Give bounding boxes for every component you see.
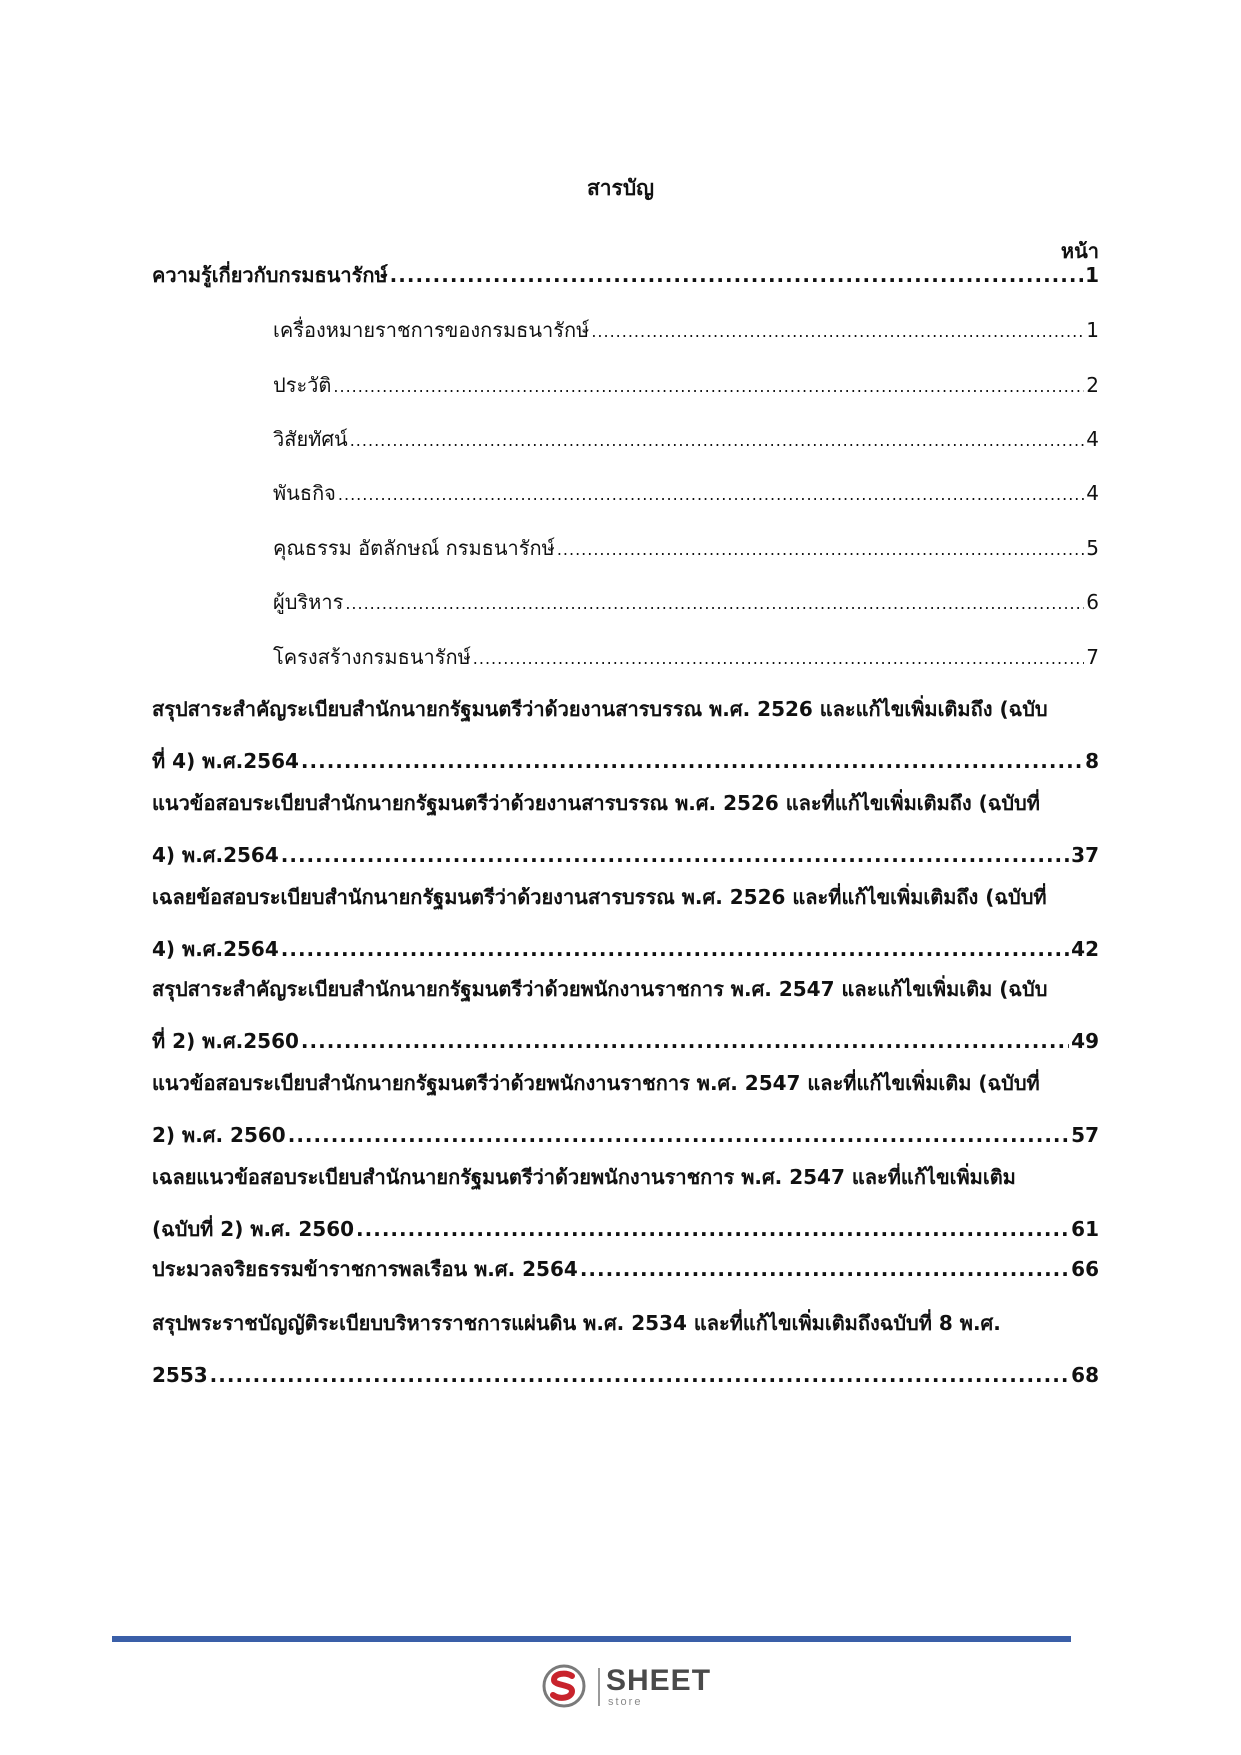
toc-entry-text: ประมวลจริยธรรมข้าราชการพลเรือน พ.ศ. 2564 [152, 1257, 578, 1281]
dot-leader [333, 370, 1084, 402]
toc-entry-text-cont: 4) พ.ศ.2564 [152, 843, 279, 867]
dot-leader [580, 1254, 1069, 1284]
toc-title: สารบัญ [586, 176, 655, 200]
toc-entry-text-cont: 2553 [152, 1363, 208, 1387]
toc-entry-page: 4 [1086, 481, 1099, 505]
toc-entry[interactable] [152, 788, 1099, 870]
sheet-store-logo [542, 1662, 712, 1714]
toc-entry-text: ประวัติ [273, 373, 332, 397]
toc-subentry[interactable] [273, 587, 1099, 619]
toc-entry-text-cont: ที่ 4) พ.ศ.2564 [152, 749, 299, 773]
logo-brand-text: SHEET [606, 1664, 712, 1697]
toc-subentry[interactable] [273, 478, 1099, 510]
toc-entry[interactable] [152, 260, 1099, 290]
dot-leader [345, 587, 1084, 619]
toc-entry-text: สรุปสาระสำคัญระเบียบสำนักนายกรัฐมนตรีว่าด้วยพนักงานราชการ พ.ศ. 2547 และแก้ไขเพิ่มเติม (ฉบับ [152, 977, 1048, 1001]
toc-entry-text: ความรู้เกี่ยวกับกรมธนารักษ์ [152, 263, 388, 287]
toc-entry[interactable] [152, 1068, 1099, 1150]
toc-entry-page: 7 [1086, 645, 1099, 669]
toc-entry-page: 8 [1085, 749, 1099, 773]
toc-entry-page: 61 [1071, 1217, 1099, 1241]
sheet-store-logo-mark-icon [542, 1664, 586, 1708]
toc-subentry[interactable] [273, 424, 1099, 456]
dot-leader [338, 478, 1084, 510]
toc-subentry[interactable] [273, 533, 1099, 565]
toc-entry[interactable] [152, 974, 1099, 1056]
toc-entry-text: สรุปพระราชบัญญัติระเบียบบริหารราชการแผ่นดิน พ.ศ. 2534 และที่แก้ไขเพิ่มเติมถึงฉบับที่ 8 พ.ศ. [152, 1311, 1001, 1335]
toc-entry-text: พันธกิจ [273, 481, 336, 505]
toc-entry-text-cont: (ฉบับที่ 2) พ.ศ. 2560 [152, 1217, 355, 1241]
toc-entry-page: 1 [1086, 318, 1099, 342]
toc-entry-page: 57 [1071, 1123, 1099, 1147]
dot-leader [301, 746, 1083, 776]
toc-entry-text: โครงสร้างกรมธนารักษ์ [273, 645, 471, 669]
dot-leader [591, 315, 1084, 347]
toc-entry[interactable] [152, 694, 1099, 776]
logo-sub-text: store [608, 1696, 643, 1708]
dot-leader [288, 1120, 1069, 1150]
logo-separator [598, 1668, 600, 1706]
toc-entry[interactable] [152, 882, 1099, 964]
dot-leader [281, 934, 1069, 964]
toc-entry-page: 6 [1086, 590, 1099, 614]
dot-leader [390, 260, 1083, 290]
dot-leader [350, 424, 1085, 456]
dot-leader [281, 840, 1069, 870]
toc-entry-page: 66 [1071, 1257, 1099, 1281]
toc-entry[interactable] [152, 1162, 1099, 1244]
dot-leader [301, 1026, 1069, 1056]
toc-entry-text-cont: 2) พ.ศ. 2560 [152, 1123, 286, 1147]
toc-entry-text: เฉลยแนวข้อสอบระเบียบสำนักนายกรัฐมนตรีว่าด้วยพนักงานราชการ พ.ศ. 2547 และที่แก้ไขเพิ่มเติม [152, 1165, 1016, 1189]
toc-entry-page: 42 [1071, 937, 1099, 961]
toc-entry-text-cont: 4) พ.ศ.2564 [152, 937, 279, 961]
toc-entry-text: สรุปสาระสำคัญระเบียบสำนักนายกรัฐมนตรีว่าด้วยงานสารบรรณ พ.ศ. 2526 และแก้ไขเพิ่มเติมถึง (ฉบับ [152, 697, 1048, 721]
dot-leader [557, 533, 1084, 565]
dot-leader [210, 1360, 1069, 1390]
toc-entry-text: แนวข้อสอบระเบียบสำนักนายกรัฐมนตรีว่าด้วยงานสารบรรณ พ.ศ. 2526 และที่แก้ไขเพิ่มเติมถึง (ฉบับที่ [152, 791, 1040, 815]
toc-entry-text: เครื่องหมายราชการของกรมธนารักษ์ [273, 318, 590, 342]
toc-entry-text: คุณธรรม อัตลักษณ์ กรมธนารักษ์ [273, 536, 555, 560]
toc-entry-page: 1 [1085, 263, 1099, 287]
toc-entry-text-cont: ที่ 2) พ.ศ.2560 [152, 1029, 299, 1053]
toc-entry-page: 5 [1086, 536, 1099, 560]
toc-entry-page: 37 [1071, 843, 1099, 867]
toc-entry-text: ผู้บริหาร [273, 590, 344, 614]
toc-entry-text: แนวข้อสอบระเบียบสำนักนายกรัฐมนตรีว่าด้วยพนักงานราชการ พ.ศ. 2547 และที่แก้ไขเพิ่มเติม (ฉบับที่ [152, 1071, 1040, 1095]
footer-rule [112, 1636, 1071, 1642]
toc-entry-text: วิสัยทัศน์ [273, 427, 348, 451]
page-column-header: หน้า [1060, 239, 1099, 263]
toc-subentry[interactable] [273, 370, 1099, 402]
toc-entry-page: 4 [1086, 427, 1099, 451]
toc-entry[interactable] [152, 1254, 1099, 1284]
toc-subentry[interactable] [273, 642, 1099, 674]
toc-entry-text: เฉลยข้อสอบระเบียบสำนักนายกรัฐมนตรีว่าด้วยงานสารบรรณ พ.ศ. 2526 และที่แก้ไขเพิ่มเติมถึง (ฉบับที่ [152, 885, 1047, 909]
toc-entry-page: 2 [1086, 373, 1099, 397]
toc-entry-page: 68 [1071, 1363, 1099, 1387]
toc-entry[interactable] [152, 1308, 1099, 1390]
dot-leader [356, 1214, 1069, 1244]
toc-entry-page: 49 [1071, 1029, 1099, 1053]
toc-subentry[interactable] [273, 315, 1099, 347]
dot-leader [473, 642, 1085, 674]
